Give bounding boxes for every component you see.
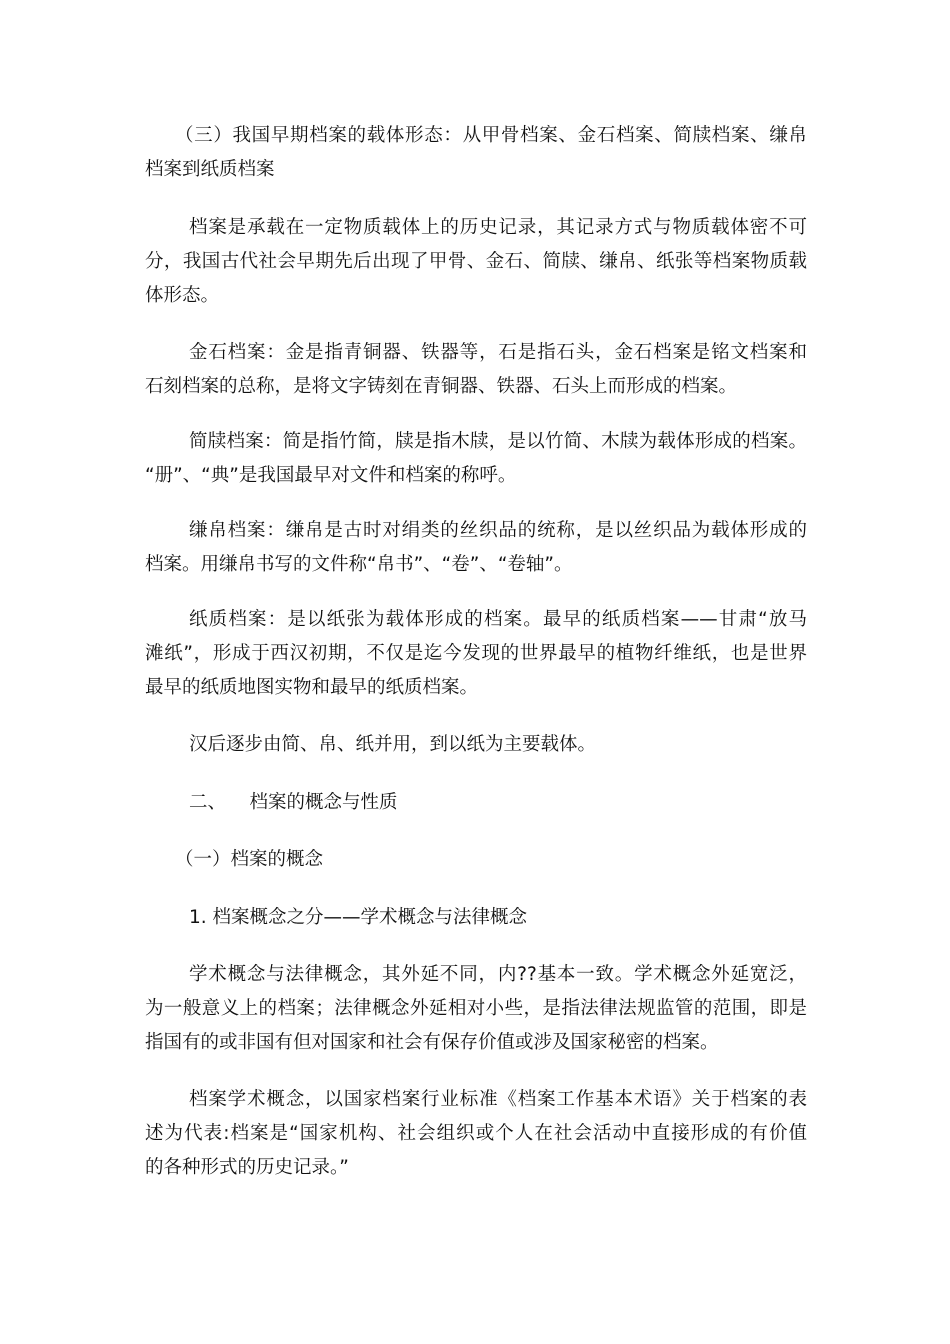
- text-line: 档案到纸质档案: [145, 159, 275, 180]
- text-line: 学术概念与法律概念，其外延不同，内??基本一致。学术概念外延宽泛，: [189, 964, 807, 985]
- paragraph-han-transition: [145, 728, 807, 762]
- text-line: 体形态。: [145, 285, 220, 306]
- text-line: 述为代表:档案是“国家机构、社会组织或个人在社会活动中直接形成的有价值: [145, 1123, 807, 1144]
- text-line: 分，我国古代社会早期先后出现了甲骨、金石、简牍、缣帛、纸张等档案物质载: [145, 251, 807, 272]
- text-line: 的各种形式的历史记录。”: [145, 1157, 349, 1178]
- text-line: （一）档案的概念: [175, 849, 324, 870]
- subsection-heading-concept: [145, 843, 807, 877]
- text-line: 滩纸”，形成于西汉初期，不仅是迄今发现的世界最早的植物纤维纸，也是世界: [145, 643, 807, 664]
- item-heading-concept-division: [145, 901, 807, 935]
- text-line: 指国有的或非国有但对国家和社会有保存价值或涉及国家秘密的档案。: [145, 1032, 719, 1053]
- paragraph-silk-archives: [145, 514, 807, 582]
- text-line: 汉后逐步由简、帛、纸并用，到以纸为主要载体。: [189, 734, 597, 755]
- text-line: 档案是承载在一定物质载体上的历史记录，其记录方式与物质载体密不可: [189, 217, 807, 238]
- text-line: 档案学术概念，以国家档案行业标准《档案工作基本术语》关于档案的表: [189, 1089, 807, 1110]
- text-line: 纸质档案：是以纸张为载体形成的档案。最早的纸质档案——甘肃“放马: [189, 609, 807, 630]
- text-line: 金石档案：金是指青铜器、铁器等，石是指石头，金石档案是铭文档案和: [189, 342, 807, 363]
- text-line: 最早的纸质地图实物和最早的纸质档案。: [145, 677, 479, 698]
- text-line: 1. 档案概念之分——学术概念与法律概念: [189, 907, 528, 928]
- text-line: 为一般意义上的档案；法律概念外延相对小些，是指法律法规监管的范围，即是: [145, 998, 807, 1019]
- paragraph-paper-archives: [145, 603, 807, 705]
- paragraph-carrier-forms-heading: [145, 119, 807, 187]
- text-line: 二、 档案的概念与性质: [189, 792, 398, 813]
- paragraph-bamboo-slip-archives: [145, 425, 807, 493]
- section-heading-concept-nature: [145, 786, 807, 820]
- text-line: “册”、“典”是我国最早对文件和档案的称呼。: [145, 465, 517, 486]
- text-line: 档案。用缣帛书写的文件称“帛书”、“卷”、“卷轴”。: [145, 554, 573, 575]
- text-line: （三）我国早期档案的载体形态：从甲骨档案、金石档案、简牍档案、缣帛: [175, 125, 807, 146]
- paragraph-academic-legal-concepts: [145, 958, 807, 1060]
- text-line: 石刻档案的总称，是将文字铸刻在青铜器、铁器、石头上而形成的档案。: [145, 376, 738, 397]
- text-line: 简牍档案：简是指竹简，牍是指木牍，是以竹简、木牍为载体形成的档案。: [189, 431, 807, 452]
- text-line: 缣帛档案：缣帛是古时对绢类的丝织品的统称，是以丝织品为载体形成的: [189, 520, 807, 541]
- paragraph-academic-concept-standard: [145, 1083, 807, 1185]
- paragraph-archive-definition: [145, 211, 807, 313]
- paragraph-metal-stone-archives: [145, 336, 807, 404]
